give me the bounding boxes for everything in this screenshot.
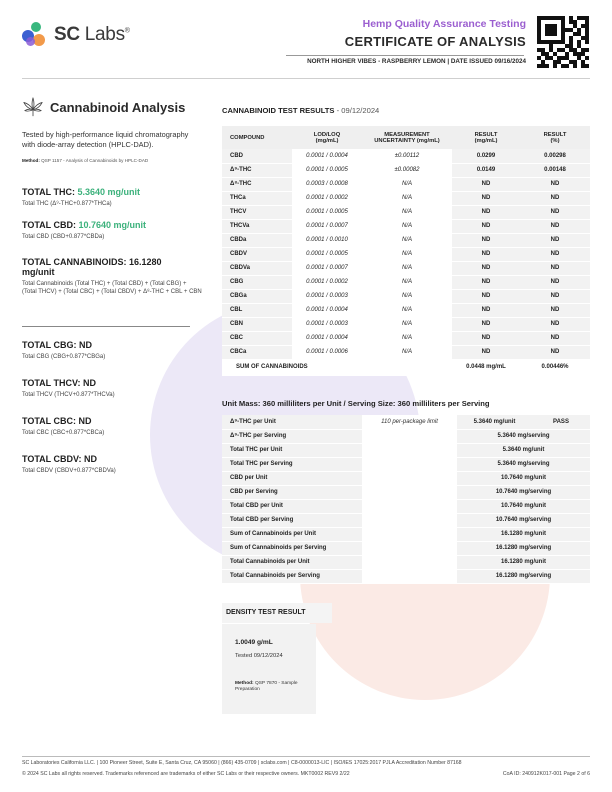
table-row — [222, 499, 590, 513]
table-row — [222, 317, 590, 331]
unit-value: 10.7640 mg/serving — [457, 485, 590, 499]
footer-rule — [22, 756, 590, 757]
compound-cell: CBDVa — [222, 261, 292, 275]
result-pct-cell: ND — [520, 317, 590, 331]
unit-label: CBD per Unit — [222, 471, 362, 485]
result-pct-cell: ND — [520, 303, 590, 317]
unit-value: 16.1280 mg/unit — [457, 527, 590, 541]
table-row — [222, 415, 590, 429]
lod-loq-cell: 0.0001 / 0.0007 — [292, 261, 362, 275]
unit-spacer — [362, 513, 457, 527]
unit-label: Δ⁹-THC per Unit — [222, 415, 362, 429]
table-row — [222, 471, 590, 485]
table-row — [222, 485, 590, 499]
table-row — [222, 247, 590, 261]
table-row — [222, 569, 590, 583]
result-mgml-cell: ND — [452, 345, 520, 359]
result-pct-cell: ND — [520, 177, 590, 191]
table-row — [222, 275, 590, 289]
result-pct-cell: ND — [520, 261, 590, 275]
footer-address: SC Laboratories California LLC. | 100 Pioneer Street, Suite E, Santa Cruz, CA 95060 | (866) 435-0709 | sclabs.com | C8-0000013-LIC | ISO/IES 17025:2017 PJLA Accreditation Number 87168 — [22, 760, 462, 766]
density-result-box — [222, 624, 316, 714]
pass-status: PASS — [532, 415, 590, 429]
compound-cell: CBD — [222, 149, 292, 163]
result-mgml-cell: ND — [452, 303, 520, 317]
uncertainty-cell: N/A — [362, 261, 452, 275]
compound-cell: THCa — [222, 191, 292, 205]
brand-name: SC Labs® — [54, 24, 130, 45]
result-pct-cell: ND — [520, 345, 590, 359]
unit-value: 5.3640 mg/unit — [457, 415, 532, 429]
result-mgml-cell: 0.0299 — [452, 149, 520, 163]
lod-loq-cell: 0.0001 / 0.0010 — [292, 233, 362, 247]
total-cbc: TOTAL CBC: ND Total CBC (CBC+0.877*CBCa) — [22, 416, 105, 437]
unit-label: Total CBD per Unit — [222, 499, 362, 513]
lod-loq-cell: 0.0003 / 0.0008 — [292, 177, 362, 191]
uncertainty-cell: N/A — [362, 331, 452, 345]
lod-loq-cell: 0.0001 / 0.0005 — [292, 247, 362, 261]
uncertainty-cell: N/A — [362, 205, 452, 219]
unit-mass-title: Unit Mass: 360 milliliters per Unit / Serving Size: 360 milliliters per Serving — [222, 399, 490, 408]
unit-spacer — [362, 429, 457, 443]
result-pct-cell: 0.00298 — [520, 149, 590, 163]
lod-loq-cell: 0.0001 / 0.0003 — [292, 289, 362, 303]
unit-spacer — [362, 499, 457, 513]
unit-value: 10.7640 mg/unit — [457, 499, 590, 513]
result-mgml-cell: ND — [452, 275, 520, 289]
total-cbg: TOTAL CBG: ND Total CBG (CBG+0.877*CBGa) — [22, 340, 106, 360]
compound-cell: CBDa — [222, 233, 292, 247]
table-row — [222, 177, 590, 191]
result-mgml-cell: ND — [452, 205, 520, 219]
unit-label: Total CBD per Serving — [222, 513, 362, 527]
cannabinoid-results-table — [222, 126, 590, 376]
header-titles — [345, 18, 526, 49]
compound-cell: THCV — [222, 205, 292, 219]
total-thc: TOTAL THC: 5.3640 mg/unit Total THC (Δ⁹-THC+0.877*THCa) — [22, 186, 141, 207]
unit-spacer — [362, 485, 457, 499]
unit-value: 5.3640 mg/serving — [457, 457, 590, 471]
table-row — [222, 303, 590, 317]
sum-label: SUM OF CANNABINOIDS — [222, 359, 452, 375]
sc-labs-logo-icon — [22, 22, 48, 48]
compound-cell: CBDV — [222, 247, 292, 261]
qr-code-icon[interactable] — [537, 16, 589, 68]
unit-label: Δ⁹-THC per Serving — [222, 429, 362, 443]
table-row — [222, 541, 590, 555]
result-pct-cell: ND — [520, 331, 590, 345]
cannabis-leaf-icon — [22, 96, 44, 118]
unit-spacer — [362, 443, 457, 457]
uncertainty-cell: N/A — [362, 345, 452, 359]
density-tested-date: Tested 09/12/2024 — [235, 653, 283, 659]
lod-loq-cell: 0.0001 / 0.0004 — [292, 303, 362, 317]
table-row — [222, 331, 590, 345]
compound-cell: CBL — [222, 303, 292, 317]
compound-cell: CBN — [222, 317, 292, 331]
uncertainty-cell: N/A — [362, 289, 452, 303]
unit-results-table — [222, 415, 590, 584]
total-cbd: TOTAL CBD: 10.7640 mg/unit Total CBD (CBD+0.877*CBDa) — [22, 220, 147, 241]
result-mgml-cell: ND — [452, 317, 520, 331]
unit-label: Total THC per Serving — [222, 457, 362, 471]
result-pct-cell: ND — [520, 289, 590, 303]
table-row — [222, 457, 590, 471]
analysis-method: Method: QSP 1157 - Analysis of Cannabinoids by HPLC-DAD — [22, 157, 149, 163]
unit-spacer — [362, 541, 457, 555]
total-cannabinoids: TOTAL CANNABINOIDS: 16.1280 mg/unit Total Cannabinoids (Total THC) + (Total CBD) + (Total CBG) + (Total THCV) + (Total CBC) + (Total CBDV) + Δ⁸-THC + CBL + CBN — [22, 257, 202, 296]
table-header-row — [222, 126, 590, 149]
unit-value: 16.1280 mg/serving — [457, 541, 590, 555]
unit-value: 16.1280 mg/unit — [457, 555, 590, 569]
result-pct-cell: ND — [520, 219, 590, 233]
compound-cell: CBCa — [222, 345, 292, 359]
result-pct-cell: ND — [520, 275, 590, 289]
uncertainty-cell: ±0.00082 — [362, 163, 452, 177]
sc-labs-logo — [22, 22, 130, 48]
header-rule — [22, 78, 590, 79]
uncertainty-cell: N/A — [362, 191, 452, 205]
unit-value: 10.7640 mg/serving — [457, 513, 590, 527]
unit-label: Sum of Cannabinoids per Serving — [222, 541, 362, 555]
cannabinoid-results-title: CANNABINOID TEST RESULTS - 09/12/2024 — [222, 106, 380, 115]
lod-loq-cell: 0.0001 / 0.0002 — [292, 275, 362, 289]
result-mgml-cell: ND — [452, 247, 520, 261]
unit-label: Total Cannabinoids per Serving — [222, 569, 362, 583]
unit-limit: 110 per-package limit — [362, 415, 457, 429]
cannabinoid-analysis-heading — [22, 96, 192, 118]
result-mgml-cell: ND — [452, 289, 520, 303]
table-row — [222, 261, 590, 275]
uncertainty-cell: N/A — [362, 219, 452, 233]
table-row — [222, 555, 590, 569]
lod-loq-cell: 0.0001 / 0.0005 — [292, 205, 362, 219]
table-row — [222, 345, 590, 359]
lod-loq-cell: 0.0001 / 0.0005 — [292, 163, 362, 177]
result-mgml-cell: ND — [452, 177, 520, 191]
col-result-pct: RESULT (%) — [520, 126, 590, 149]
uncertainty-cell: N/A — [362, 303, 452, 317]
unit-value: 10.7640 mg/unit — [457, 471, 590, 485]
uncertainty-cell: N/A — [362, 275, 452, 289]
result-pct-cell: ND — [520, 205, 590, 219]
unit-spacer — [362, 471, 457, 485]
unit-spacer — [362, 555, 457, 569]
compound-cell: CBC — [222, 331, 292, 345]
sum-mgml: 0.0448 mg/mL — [452, 359, 520, 375]
result-mgml-cell: ND — [452, 261, 520, 275]
table-row — [222, 205, 590, 219]
lod-loq-cell: 0.0001 / 0.0003 — [292, 317, 362, 331]
col-compound: COMPOUND — [222, 126, 292, 149]
table-row — [222, 289, 590, 303]
table-row — [222, 163, 590, 177]
result-mgml-cell: 0.0149 — [452, 163, 520, 177]
unit-label: Total Cannabinoids per Unit — [222, 555, 362, 569]
unit-value: 16.1280 mg/serving — [457, 569, 590, 583]
header-divider — [286, 55, 524, 56]
footer-copyright: © 2024 SC Labs all rights reserved. Trademarks referenced are trademarks of either SC Labs or their respective owners. MKT0002 REV9 2/22 — [22, 771, 350, 777]
compound-cell: Δ⁹-THC — [222, 163, 292, 177]
uncertainty-cell: N/A — [362, 317, 452, 331]
table-row — [222, 191, 590, 205]
density-method: Method: QSP 7870 - Sample Preparation — [235, 681, 298, 693]
lod-loq-cell: 0.0001 / 0.0002 — [292, 191, 362, 205]
minor-totals — [22, 340, 192, 475]
uncertainty-cell: N/A — [362, 233, 452, 247]
cannabinoid-summary — [22, 96, 202, 296]
unit-spacer — [362, 569, 457, 583]
total-thcv: TOTAL THCV: ND Total THCV (THCV+0.877*THCVa) — [22, 378, 115, 399]
header-meta: NORTH HIGHER VIBES - RASPBERRY LEMON | DATE ISSUED 09/16/2024 — [307, 58, 526, 65]
result-pct-cell: ND — [520, 233, 590, 247]
table-row — [222, 219, 590, 233]
footer-coa-id: CoA ID: 240912K017-001 Page 2 of 6 — [502, 771, 590, 777]
result-pct-cell: ND — [520, 247, 590, 261]
lod-loq-cell: 0.0001 / 0.0006 — [292, 345, 362, 359]
uncertainty-cell: N/A — [362, 247, 452, 261]
lod-loq-cell: 0.0001 / 0.0004 — [292, 331, 362, 345]
density-title: DENSITY TEST RESULT — [222, 603, 332, 623]
result-mgml-cell: ND — [452, 233, 520, 247]
certificate-title: CERTIFICATE OF ANALYSIS — [344, 34, 526, 49]
unit-label: Sum of Cannabinoids per Unit — [222, 527, 362, 541]
table-row — [222, 443, 590, 457]
result-pct-cell: ND — [520, 191, 590, 205]
result-mgml-cell: ND — [452, 331, 520, 345]
lod-loq-cell: 0.0001 / 0.0004 — [292, 149, 362, 163]
compound-cell: CBGa — [222, 289, 292, 303]
result-mgml-cell: ND — [452, 191, 520, 205]
sum-pct: 0.00446% — [520, 359, 590, 375]
uncertainty-cell: ±0.00112 — [362, 149, 452, 163]
sum-row — [222, 359, 590, 375]
table-row — [222, 429, 590, 443]
cannabinoid-analysis-title: Cannabinoid Analysis — [50, 99, 186, 115]
density-value: 1.0049 g/mL — [235, 639, 273, 646]
table-row — [222, 233, 590, 247]
unit-label: CBD per Serving — [222, 485, 362, 499]
header-subtitle: Hemp Quality Assurance Testing — [362, 18, 526, 30]
col-lod-loq: LOD/LOQ (mg/mL) — [292, 126, 362, 149]
col-uncertainty: MEASUREMENT UNCERTAINTY (mg/mL) — [362, 126, 452, 149]
unit-spacer — [362, 527, 457, 541]
table-row — [222, 527, 590, 541]
analysis-description: Tested by high-performance liquid chromatography with diode-array detection (HPLC-DAD). — [22, 130, 189, 149]
table-row — [222, 149, 590, 163]
compound-cell: CBG — [222, 275, 292, 289]
table-row — [222, 513, 590, 527]
uncertainty-cell: N/A — [362, 177, 452, 191]
left-divider — [22, 326, 190, 327]
result-mgml-cell: ND — [452, 219, 520, 233]
col-result-mgml: RESULT (mg/mL) — [452, 126, 520, 149]
result-pct-cell: 0.00148 — [520, 163, 590, 177]
compound-cell: Δ⁸-THC — [222, 177, 292, 191]
unit-label: Total THC per Unit — [222, 443, 362, 457]
footer-legal — [22, 771, 590, 777]
unit-value: 5.3640 mg/serving — [457, 429, 590, 443]
total-cbdv: TOTAL CBDV: ND Total CBDV (CBDV+0.877*CBDVa) — [22, 454, 116, 475]
unit-value: 5.3640 mg/unit — [457, 443, 590, 457]
compound-cell: THCVa — [222, 219, 292, 233]
lod-loq-cell: 0.0001 / 0.0007 — [292, 219, 362, 233]
unit-spacer — [362, 457, 457, 471]
